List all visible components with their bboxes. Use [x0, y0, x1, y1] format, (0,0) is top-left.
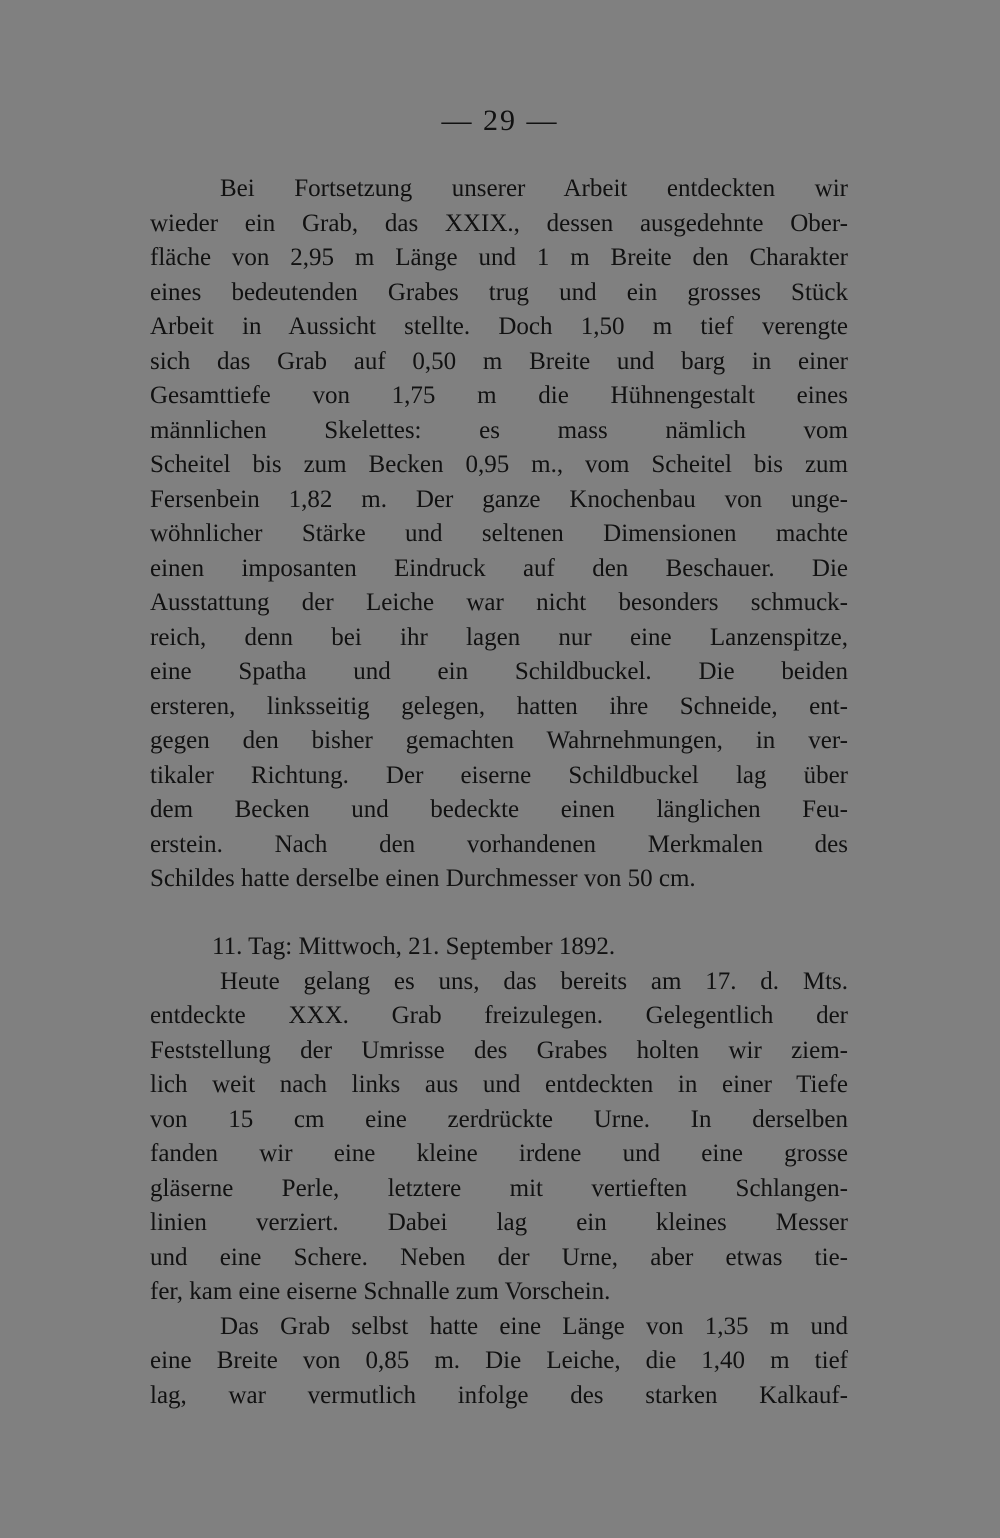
text-line: Arbeit in Aussicht stellte. Doch 1,50 m tief verengte: [150, 313, 848, 340]
text-line: von 15 cm eine zerdrückte Urne. In derselben: [150, 1105, 848, 1133]
text-line: Bei Fortsetzung unserer Arbeit entdeckten wir: [220, 175, 848, 202]
text-line: männlichen Skelettes: es mass nämlich vom: [150, 416, 848, 444]
text-line: linien verziert. Dabei lag ein kleines Messer: [150, 1209, 848, 1236]
text-line: und eine Schere. Neben der Urne, aber etwas tie-: [150, 1243, 848, 1271]
text-line: reich, denn bei ihr lagen nur eine Lanzenspitze,: [150, 623, 848, 651]
text-line: Gesamttiefe von 1,75 m die Hühnengestalt eines: [150, 382, 848, 409]
text-line: sich das Grab auf 0,50 m Breite und barg in einer: [150, 347, 848, 375]
text-line: Heute gelang es uns, das bereits am 17. d. Mts.: [220, 967, 848, 995]
text-line: wieder ein Grab, das XXIX., dessen ausgedehnte Ober-: [150, 209, 848, 237]
section-grab-xxix: [150, 172, 848, 897]
text-line: erstein. Nach den vorhandenen Merkmalen des: [150, 830, 848, 858]
text-line: wöhnlicher Stärke und seltenen Dimensionen machte: [150, 520, 848, 547]
text-line: Fersenbein 1,82 m. Der ganze Knochenbau von unge-: [150, 485, 848, 513]
text-line: Schildes hatte derselbe einen Durchmesser von 50 cm.: [150, 865, 696, 892]
text-line: lag, war vermutlich infolge des starken Kalkauf-: [150, 1381, 848, 1409]
text-line: Ausstattung der Leiche war nicht besonders schmuck-: [150, 589, 848, 616]
section-heading: 11. Tag: Mittwoch, 21. September 1892.: [212, 933, 616, 960]
text-line: lich weit nach links aus und entdeckten in einer Tiefe: [150, 1071, 848, 1098]
text-line: einen imposanten Eindruck auf den Beschauer. Die: [150, 554, 848, 582]
text-line: Feststellung der Umrisse des Grabes holten wir ziem-: [150, 1036, 848, 1064]
text-line: gegen den bisher gemachten Wahrnehmungen, in ver-: [150, 727, 848, 754]
text-line: tikaler Richtung. Der eiserne Schildbuckel lag über: [150, 761, 848, 789]
text-line: fer, kam eine eiserne Schnalle zum Vorschein.: [150, 1278, 611, 1305]
text-line: entdeckte XXX. Grab freizulegen. Gelegentlich der: [150, 1002, 848, 1029]
section-day-11: [150, 930, 848, 1413]
page-number: — 29 —: [441, 104, 559, 137]
text-line: dem Becken und bedeckte einen länglichen Feu-: [150, 796, 848, 823]
text-line: eines bedeutenden Grabes trug und ein grosses Stück: [150, 278, 848, 306]
text-line: fläche von 2,95 m Länge und 1 m Breite den Charakter: [150, 244, 848, 271]
text-line: Scheitel bis zum Becken 0,95 m., vom Scheitel bis zum: [150, 451, 848, 478]
text-line: gläserne Perle, letztere mit vertieften Schlangen-: [150, 1174, 848, 1202]
text-line: eine Spatha und ein Schildbuckel. Die beiden: [150, 658, 848, 685]
text-line: ersteren, linksseitig gelegen, hatten ihre Schneide, ent-: [150, 692, 848, 720]
text-line: eine Breite von 0,85 m. Die Leiche, die 1,40 m tief: [150, 1347, 848, 1374]
text-line: fanden wir eine kleine irdene und eine grosse: [150, 1140, 848, 1167]
text-line: Das Grab selbst hatte eine Länge von 1,35 m und: [220, 1312, 848, 1340]
